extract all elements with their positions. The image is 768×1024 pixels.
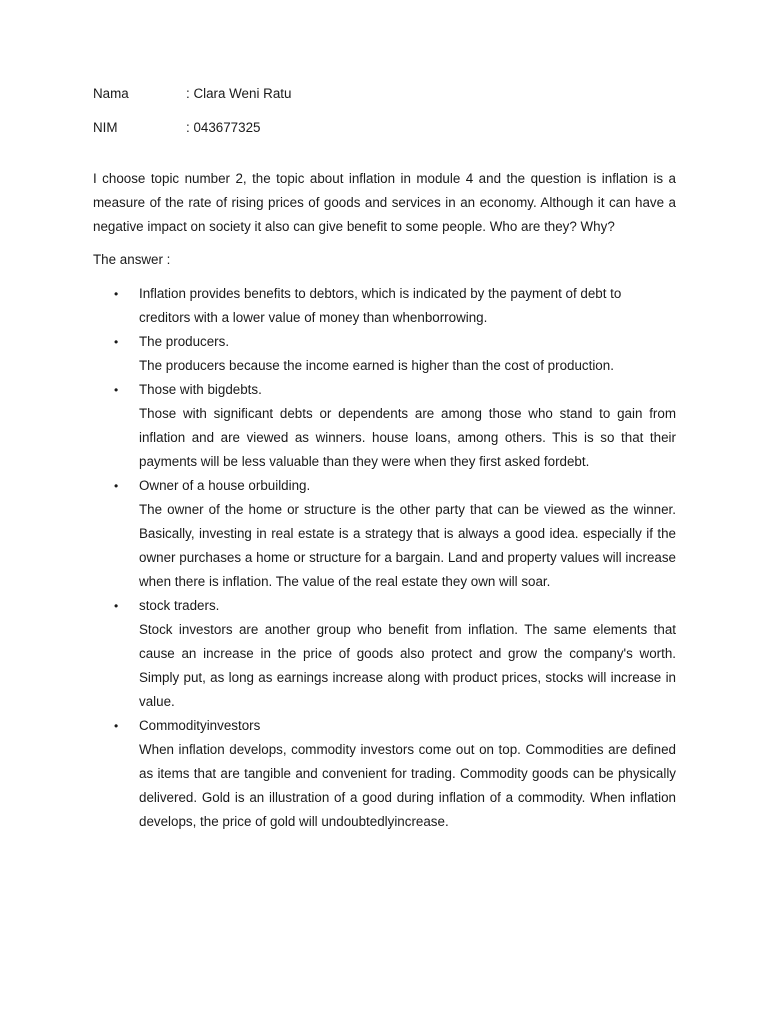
answer-item-title: Commodityinvestors: [139, 718, 261, 733]
list-item: [93, 330, 676, 378]
name-label: Nama: [93, 86, 129, 101]
student-id-value: : 043677325: [186, 120, 261, 135]
answer-list: [93, 282, 676, 834]
student-id-field: [93, 118, 676, 138]
answer-heading: The answer :: [93, 252, 171, 267]
answer-item-body: Stock investors are another group who benefit from inflation. The same elements that cause an increase in the price of goods also protect and grow the company's worth. Simply put, as long as earnings increase along with product prices, stocks will increase in value.: [139, 622, 676, 709]
list-item: [93, 594, 676, 714]
intro-paragraph: I choose topic number 2, the topic about inflation in module 4 and the question is inflation is a measure of the rate of rising prices of goods and services in an economy. Although it can have a negative impact on society it also can give benefit to some people. Who are they? Why?: [93, 171, 676, 234]
name-field: [93, 84, 676, 104]
list-item: [93, 378, 676, 474]
answer-item-title: Owner of a house orbuilding.: [139, 478, 311, 493]
answer-item-title: The producers.: [139, 334, 230, 349]
answer-item-title: stock traders.: [139, 598, 220, 613]
bullet-icon: •: [114, 719, 119, 733]
answer-item-title: Inflation provides benefits to debtors, which is indicated by the payment of debt to creditors with a lower value of money than whenborrowing.: [139, 286, 622, 325]
bullet-icon: •: [114, 479, 119, 493]
bullet-icon: •: [114, 335, 119, 349]
answer-item-body: The producers because the income earned is higher than the cost of production.: [139, 358, 614, 373]
list-item: [93, 474, 676, 594]
bullet-icon: •: [114, 383, 119, 397]
document-content: [93, 84, 676, 834]
answer-item-title: Those with bigdebts.: [139, 382, 262, 397]
student-id-label: NIM: [93, 120, 118, 135]
answer-item-body: The owner of the home or structure is the other party that can be viewed as the winner. Basically, investing in real estate is a strategy that is always a good idea. especially if the owner purchases a home or structure for a bargain. Land and property values will increase when there is inflation. The value of the real estate they own will soar.: [139, 502, 676, 589]
list-item: [93, 714, 676, 834]
answer-item-body: When inflation develops, commodity investors come out on top. Commodities are defined as items that are tangible and convenient for trading. Commodity goods can be physically delivered. Gold is an illustration of a good during inflation of a commodity. When inflation develops, the price of gold will undoubtedlyincrease.: [139, 742, 676, 829]
bullet-icon: •: [114, 599, 119, 613]
list-item: [93, 282, 676, 330]
name-value: : Clara Weni Ratu: [186, 86, 292, 101]
answer-item-body: Those with significant debts or dependents are among those who stand to gain from inflation and are viewed as winners. house loans, among others. This is so that their payments will be less valuable than they were when they first asked fordebt.: [139, 406, 676, 469]
bullet-icon: •: [114, 287, 119, 301]
